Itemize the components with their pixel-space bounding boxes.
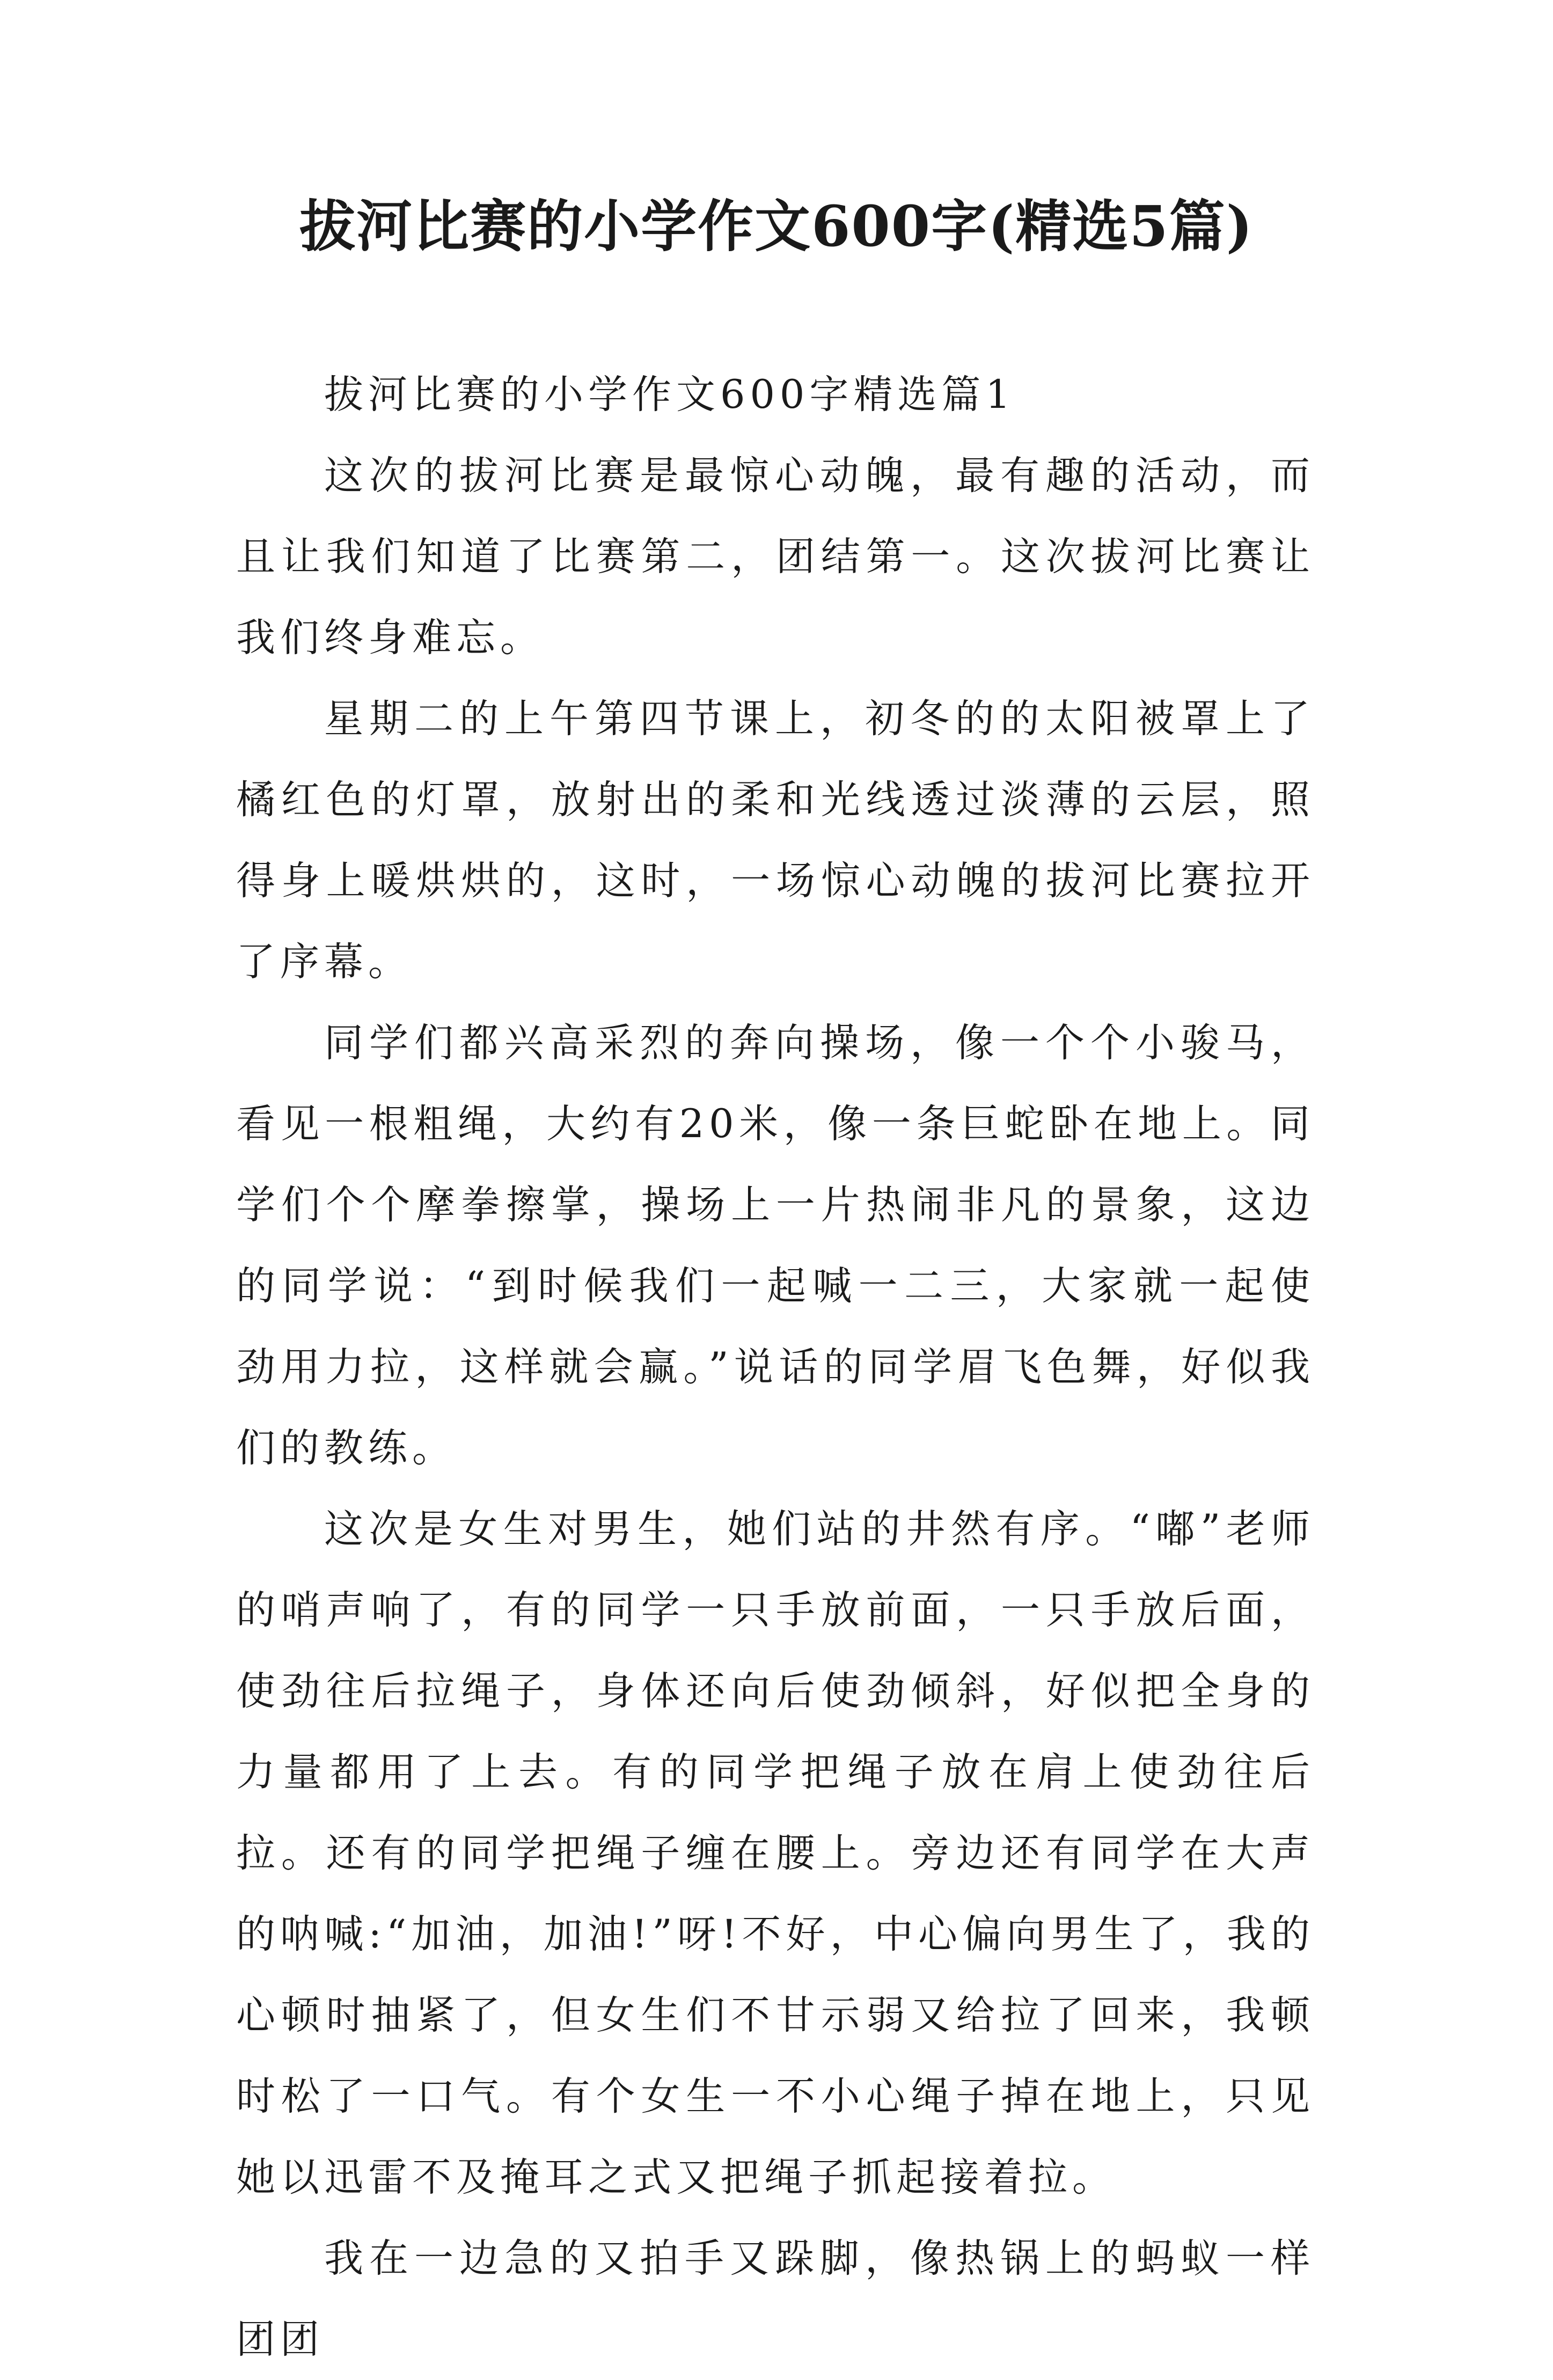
paragraph: 同学们都兴高采烈的奔向操场，像一个个小骏马，看见一根粗绳，大约有20米，像一条巨蛇卧在地上。同学们个个摩拳擦掌，操场上一片热闹非凡的景象，这边的同学说：“到时候我们一起喊一二三，大家就一起使劲用力拉，这样就会赢。”说话的同学眉飞色舞，好似我们的教练。 [236, 1020, 1315, 1471]
paragraph: 这次是女生对男生，她们站的井然有序。“嘟”老师的哨声响了，有的同学一只手放前面，一只手放后面，使劲往后拉绳子，身体还向后使劲倾斜，好似把全身的力量都用了上去。有的同学把绳子放在肩上使劲往后拉。还有的同学把绳子缠在腰上。旁边还有同学在大声的呐喊:“加油，加油!”呀!不好，中心偏向男生了，我的心顿时抽紧了，但女生们不甘示弱又给拉了回来，我顿时松了一口气。有个女生一不小心绳子掉在地上，只见她以迅雷不及掩耳之式又把绳子抓起接着拉。 [236, 1506, 1315, 2200]
paragraph: 星期二的上午第四节课上，初冬的的太阳被罩上了橘红色的灯罩，放射出的柔和光线透过淡薄的云层，照得身上暖烘烘的，这时，一场惊心动魄的拔河比赛拉开了序幕。 [236, 696, 1315, 985]
paragraph: 这次的拔河比赛是最惊心动魄，最有趣的活动，而且让我们知道了比赛第二，团结第一。这次拔河比赛让我们终身难忘。 [236, 453, 1315, 661]
document-title: 拔河比赛的小学作文600字(精选5篇) [299, 193, 1254, 259]
document-body [236, 354, 1315, 2380]
section-heading: 拔河比赛的小学作文600字精选篇1 [324, 372, 1015, 418]
paragraph: 我在一边急的又拍手又跺脚，像热锅上的蚂蚁一样团团 [236, 2236, 1315, 2362]
